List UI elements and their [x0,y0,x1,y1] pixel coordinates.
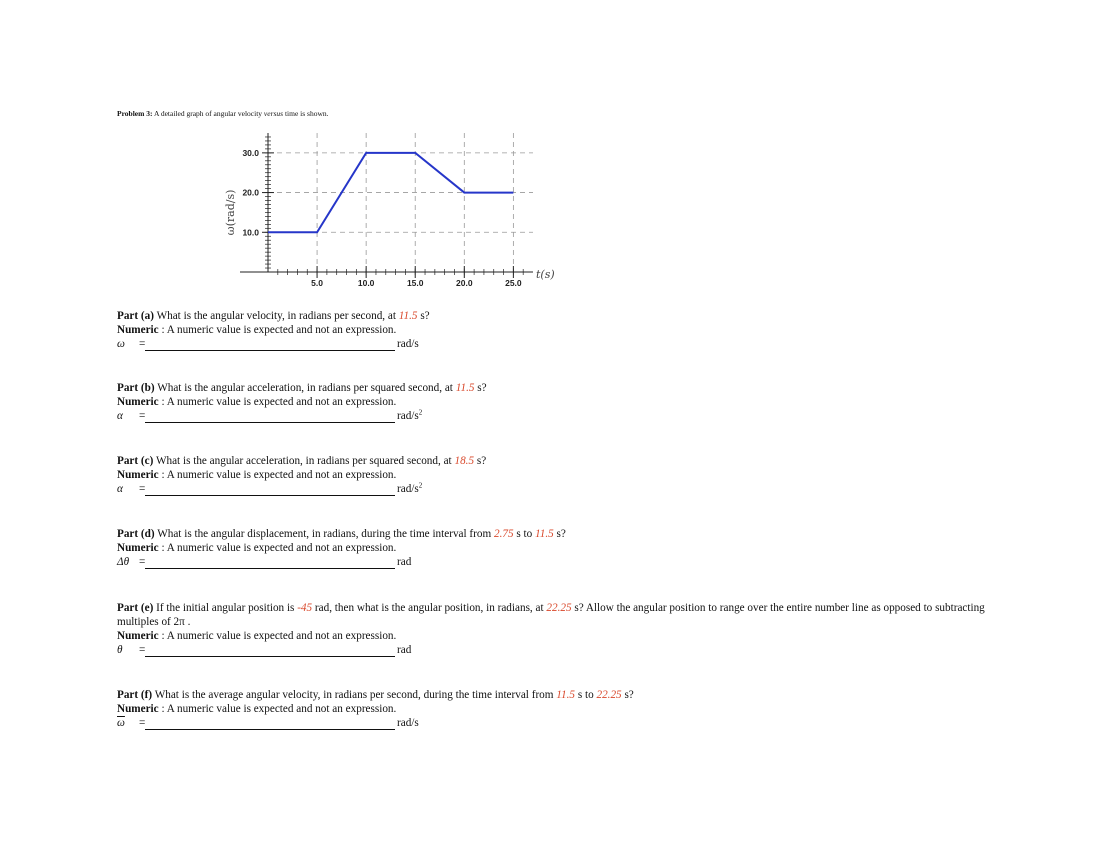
part-c-text-mid: s? [474,455,487,467]
part-f-value-2: 22.25 [596,689,622,701]
part-d-equals: = [139,556,146,568]
part-d-answer-row [117,555,1017,569]
part-f-symbol: $\overline{\omega}$ [117,717,125,729]
part-a-answer-row [117,337,1017,351]
part-d-value-1: 2.75 [493,528,514,540]
part-c-symbol: α [117,483,123,495]
part-a-numeric-text: : A numeric value is expected and not an expression. [158,324,397,336]
part-d-question [117,527,1017,541]
y-tick-label-2: 30.0 [242,147,259,158]
part-f-value-1: 11.5 [556,689,576,701]
part-c [117,454,1017,496]
part-c-numeric-label: Numeric [117,469,159,481]
part-e-text-mid: rad, then what is the angular position, in radians, at [312,602,547,614]
part-a [117,309,1017,351]
problem-text-italic: versus [263,109,284,118]
part-a-unit-text: rad/s [397,338,419,350]
part-a-value-1: 11.5 [398,310,418,322]
part-d-unit-text: rad [397,556,412,568]
part-e-question [117,601,1002,629]
part-c-value-1: 18.5 [454,455,475,467]
part-d-label: Part (d) [117,528,155,540]
part-e-numeric-note [117,629,1017,643]
part-e [117,601,1017,657]
part-a-text-mid: s? [417,310,430,322]
part-d [117,527,1017,569]
y-tick-label-1: 20.0 [242,187,259,198]
y-tick-label-0: 10.0 [242,227,259,238]
x-axis-label: t(s) [536,268,555,281]
part-e-numeric-label: Numeric [117,630,159,642]
part-e-answer-input[interactable] [145,645,395,657]
part-d-text: What is the angular displacement, in radians, during the time interval from [154,528,494,540]
part-c-answer-input[interactable] [145,484,395,496]
part-b-numeric-note [117,395,1017,409]
part-d-text-after: s? [553,528,566,540]
part-f-numeric-text: : A numeric value is expected and not an expression. [158,703,397,715]
part-f-unit-text: rad/s [397,717,419,729]
part-e-unit-text: rad [397,644,412,656]
angular-velocity-graph [210,125,555,295]
y-axis-label: ω(rad/s) [224,189,237,236]
part-e-value-1: -45 [297,602,313,614]
part-f-numeric-label: Numeric [117,703,159,715]
part-d-value-2: 11.5 [535,528,554,540]
part-f-text-mid: s to [575,689,597,701]
part-e-answer-row [117,643,1017,657]
part-a-label: Part (a) [117,310,154,322]
part-e-label: Part (e) [117,602,154,614]
part-d-unit [397,555,411,569]
part-b-answer-row [117,409,1017,423]
problem-label: Problem 3: [117,109,153,118]
part-e-equals: = [139,644,146,656]
part-c-answer-row [117,482,1017,496]
part-b-equals: = [139,410,146,422]
part-f-numeric-note [117,702,1017,716]
part-f-answer-input[interactable] [145,718,395,730]
part-d-text-mid: s to [513,528,535,540]
part-b-numeric-label: Numeric [117,396,159,408]
part-e-unit [397,643,411,657]
part-f-text-after: s? [621,689,634,701]
part-b-unit-sup: 2 [418,408,423,417]
part-c-numeric-text: : A numeric value is expected and not an expression. [158,469,397,481]
part-e-symbol: θ [117,644,123,656]
part-d-numeric-note [117,541,1017,555]
part-c-question [117,454,1017,468]
part-d-answer-input[interactable] [145,557,395,569]
part-a-answer-input[interactable] [145,339,395,351]
part-c-unit-text: rad/s [397,483,419,495]
x-tick-label-2: 15.0 [406,278,424,288]
part-a-equals: = [139,338,146,350]
part-b-unit [397,409,422,423]
part-d-numeric-label: Numeric [117,542,159,554]
part-a-question [117,309,1017,323]
problem-text-before: A detailed graph of angular velocity [153,109,264,118]
part-f-equals: = [139,717,146,729]
part-b-value-1: 11.5 [455,382,475,394]
part-c-text: What is the angular acceleration, in radians per squared second, at [153,455,455,467]
part-b-question [117,381,1017,395]
part-e-numeric-text: : A numeric value is expected and not an expression. [158,630,397,642]
part-b-text: What is the angular acceleration, in radians per squared second, at [154,382,456,394]
problem-header [117,109,329,118]
part-a-text: What is the angular velocity, in radians per second, at [153,310,399,322]
part-e-text-after: s? Allow the angular position to range over the entire number line as opposed to subtracting multiples of 2π . [117,602,985,628]
part-d-symbol: Δθ [117,556,130,568]
part-b-answer-input[interactable] [145,411,395,423]
part-b-symbol: α [117,410,123,422]
part-f-question [117,688,1017,702]
part-b-numeric-text: : A numeric value is expected and not an expression. [158,396,397,408]
part-c-unit [397,482,422,496]
part-c-label: Part (c) [117,455,154,467]
part-b-unit-text: rad/s [397,410,419,422]
part-a-numeric-label: Numeric [117,324,159,336]
part-e-text: If the initial angular position is [153,602,298,614]
part-f-unit [397,716,419,730]
part-c-unit-sup: 2 [418,481,423,490]
part-f-text: What is the average angular velocity, in radians per second, during the time interval from [152,689,557,701]
problem-text-after: time is shown. [283,109,329,118]
part-e-value-2: 22.25 [546,602,572,614]
x-tick-label-0: 5.0 [311,278,323,288]
part-f-answer-row [117,716,1017,730]
part-d-numeric-text: : A numeric value is expected and not an expression. [158,542,397,554]
part-a-unit [397,337,419,351]
part-c-equals: = [139,483,146,495]
x-tick-label-3: 20.0 [456,278,473,288]
part-f [117,688,1017,730]
x-tick-label-1: 10.0 [357,278,375,288]
part-a-numeric-note [117,323,1017,337]
part-a-symbol: ω [117,338,125,350]
x-tick-label-4: 25.0 [505,278,522,288]
part-c-numeric-note [117,468,1017,482]
part-b-text-mid: s? [474,382,487,394]
part-b [117,381,1017,423]
part-b-label: Part (b) [117,382,155,394]
part-f-label: Part (f) [117,689,153,701]
